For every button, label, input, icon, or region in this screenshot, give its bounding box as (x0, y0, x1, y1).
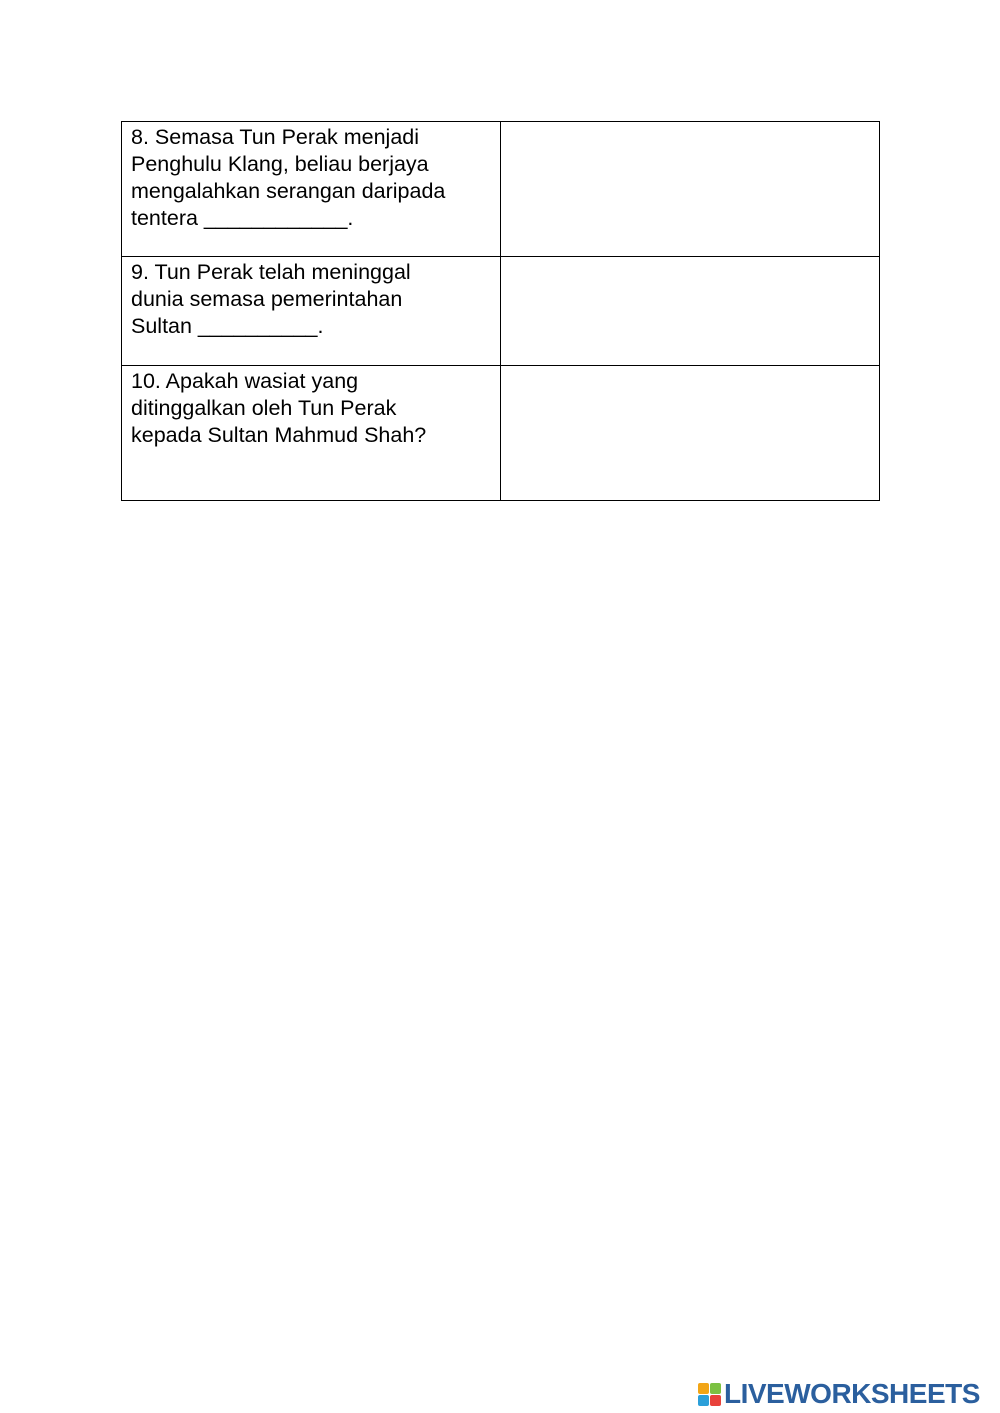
liveworksheets-mark-icon (698, 1383, 721, 1406)
question-text: 10. Apakah wasiat yang ditinggalkan oleh Tun Perak kepada Sultan Mahmud Shah? (131, 369, 427, 447)
answer-cell[interactable] (501, 257, 880, 366)
mark-square (698, 1395, 709, 1406)
question-cell (122, 122, 501, 257)
table-row (122, 122, 880, 257)
mark-square (710, 1383, 721, 1394)
question-text: 9. Tun Perak telah meninggal dunia semasa pemerintahan Sultan __________. (131, 260, 411, 338)
worksheet-table (121, 121, 880, 501)
answer-cell[interactable] (501, 366, 880, 501)
question-cell (122, 257, 501, 366)
mark-square (710, 1395, 721, 1406)
mark-square (698, 1383, 709, 1394)
liveworksheets-logo (698, 1380, 980, 1408)
question-text: 8. Semasa Tun Perak menjadi Penghulu Klang, beliau berjaya mengalahkan serangan daripada tentera ____________. (131, 125, 446, 230)
answer-cell[interactable] (501, 122, 880, 257)
table-row (122, 257, 880, 366)
table-row (122, 366, 880, 501)
logo-text: LIVEWORKSHEETS (724, 1378, 980, 1409)
question-cell (122, 366, 501, 501)
